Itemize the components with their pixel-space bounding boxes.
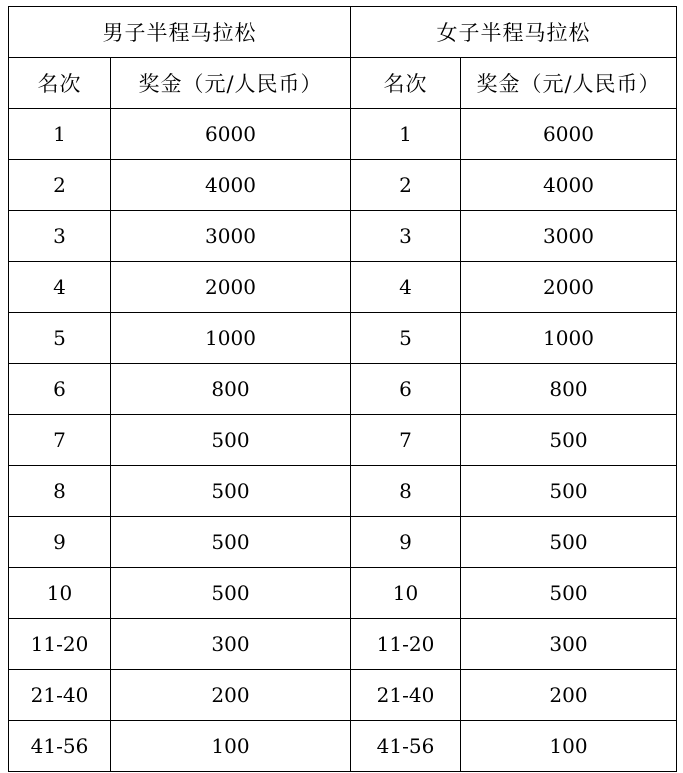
table-row (9, 619, 677, 670)
table-row (9, 160, 677, 211)
women-prize-cell: 500 (461, 517, 677, 568)
men-prize-cell: 3000 (111, 211, 351, 262)
table-row (9, 313, 677, 364)
men-rank-cell: 3 (9, 211, 111, 262)
men-rank-cell: 2 (9, 160, 111, 211)
women-rank-cell: 10 (351, 568, 461, 619)
men-rank-cell: 7 (9, 415, 111, 466)
men-prize-cell: 300 (111, 619, 351, 670)
women-rank-cell: 41-56 (351, 721, 461, 772)
prize-table (8, 6, 677, 772)
prize-table-body (9, 7, 677, 772)
women-prize-cell: 6000 (461, 109, 677, 160)
women-rank-cell: 5 (351, 313, 461, 364)
women-rank-cell: 4 (351, 262, 461, 313)
table-row (9, 568, 677, 619)
men-rank-cell: 4 (9, 262, 111, 313)
women-rank-cell: 2 (351, 160, 461, 211)
men-prize-cell: 200 (111, 670, 351, 721)
men-category-title: 男子半程马拉松 (9, 7, 351, 58)
column-header-row (9, 58, 677, 109)
women-prize-cell: 500 (461, 415, 677, 466)
men-rank-cell: 21-40 (9, 670, 111, 721)
men-prize-cell: 500 (111, 568, 351, 619)
men-rank-cell: 9 (9, 517, 111, 568)
men-rank-cell: 11-20 (9, 619, 111, 670)
table-row (9, 517, 677, 568)
men-prize-cell: 800 (111, 364, 351, 415)
men-prize-cell: 6000 (111, 109, 351, 160)
women-rank-cell: 3 (351, 211, 461, 262)
women-rank-cell: 9 (351, 517, 461, 568)
women-prize-cell: 500 (461, 568, 677, 619)
women-rank-cell: 1 (351, 109, 461, 160)
women-rank-cell: 8 (351, 466, 461, 517)
table-row (9, 721, 677, 772)
table-row (9, 415, 677, 466)
women-prize-header: 奖金（元/人民币） (461, 58, 677, 109)
women-prize-cell: 800 (461, 364, 677, 415)
men-rank-cell: 1 (9, 109, 111, 160)
men-rank-cell: 5 (9, 313, 111, 364)
women-prize-cell: 300 (461, 619, 677, 670)
women-prize-cell: 2000 (461, 262, 677, 313)
women-prize-cell: 3000 (461, 211, 677, 262)
table-row (9, 211, 677, 262)
table-row (9, 262, 677, 313)
table-row (9, 364, 677, 415)
women-prize-cell: 100 (461, 721, 677, 772)
table-row (9, 670, 677, 721)
men-rank-cell: 10 (9, 568, 111, 619)
men-rank-cell: 6 (9, 364, 111, 415)
women-rank-cell: 11-20 (351, 619, 461, 670)
men-prize-header: 奖金（元/人民币） (111, 58, 351, 109)
women-prize-cell: 1000 (461, 313, 677, 364)
women-rank-header: 名次 (351, 58, 461, 109)
men-rank-header: 名次 (9, 58, 111, 109)
women-category-title: 女子半程马拉松 (351, 7, 677, 58)
women-rank-cell: 7 (351, 415, 461, 466)
men-prize-cell: 100 (111, 721, 351, 772)
women-prize-cell: 4000 (461, 160, 677, 211)
men-prize-cell: 500 (111, 466, 351, 517)
men-rank-cell: 8 (9, 466, 111, 517)
women-prize-cell: 200 (461, 670, 677, 721)
men-rank-cell: 41-56 (9, 721, 111, 772)
table-row (9, 109, 677, 160)
men-prize-cell: 500 (111, 415, 351, 466)
women-rank-cell: 21-40 (351, 670, 461, 721)
women-prize-cell: 500 (461, 466, 677, 517)
men-prize-cell: 2000 (111, 262, 351, 313)
women-rank-cell: 6 (351, 364, 461, 415)
table-row (9, 466, 677, 517)
men-prize-cell: 4000 (111, 160, 351, 211)
category-title-row (9, 7, 677, 58)
men-prize-cell: 1000 (111, 313, 351, 364)
men-prize-cell: 500 (111, 517, 351, 568)
